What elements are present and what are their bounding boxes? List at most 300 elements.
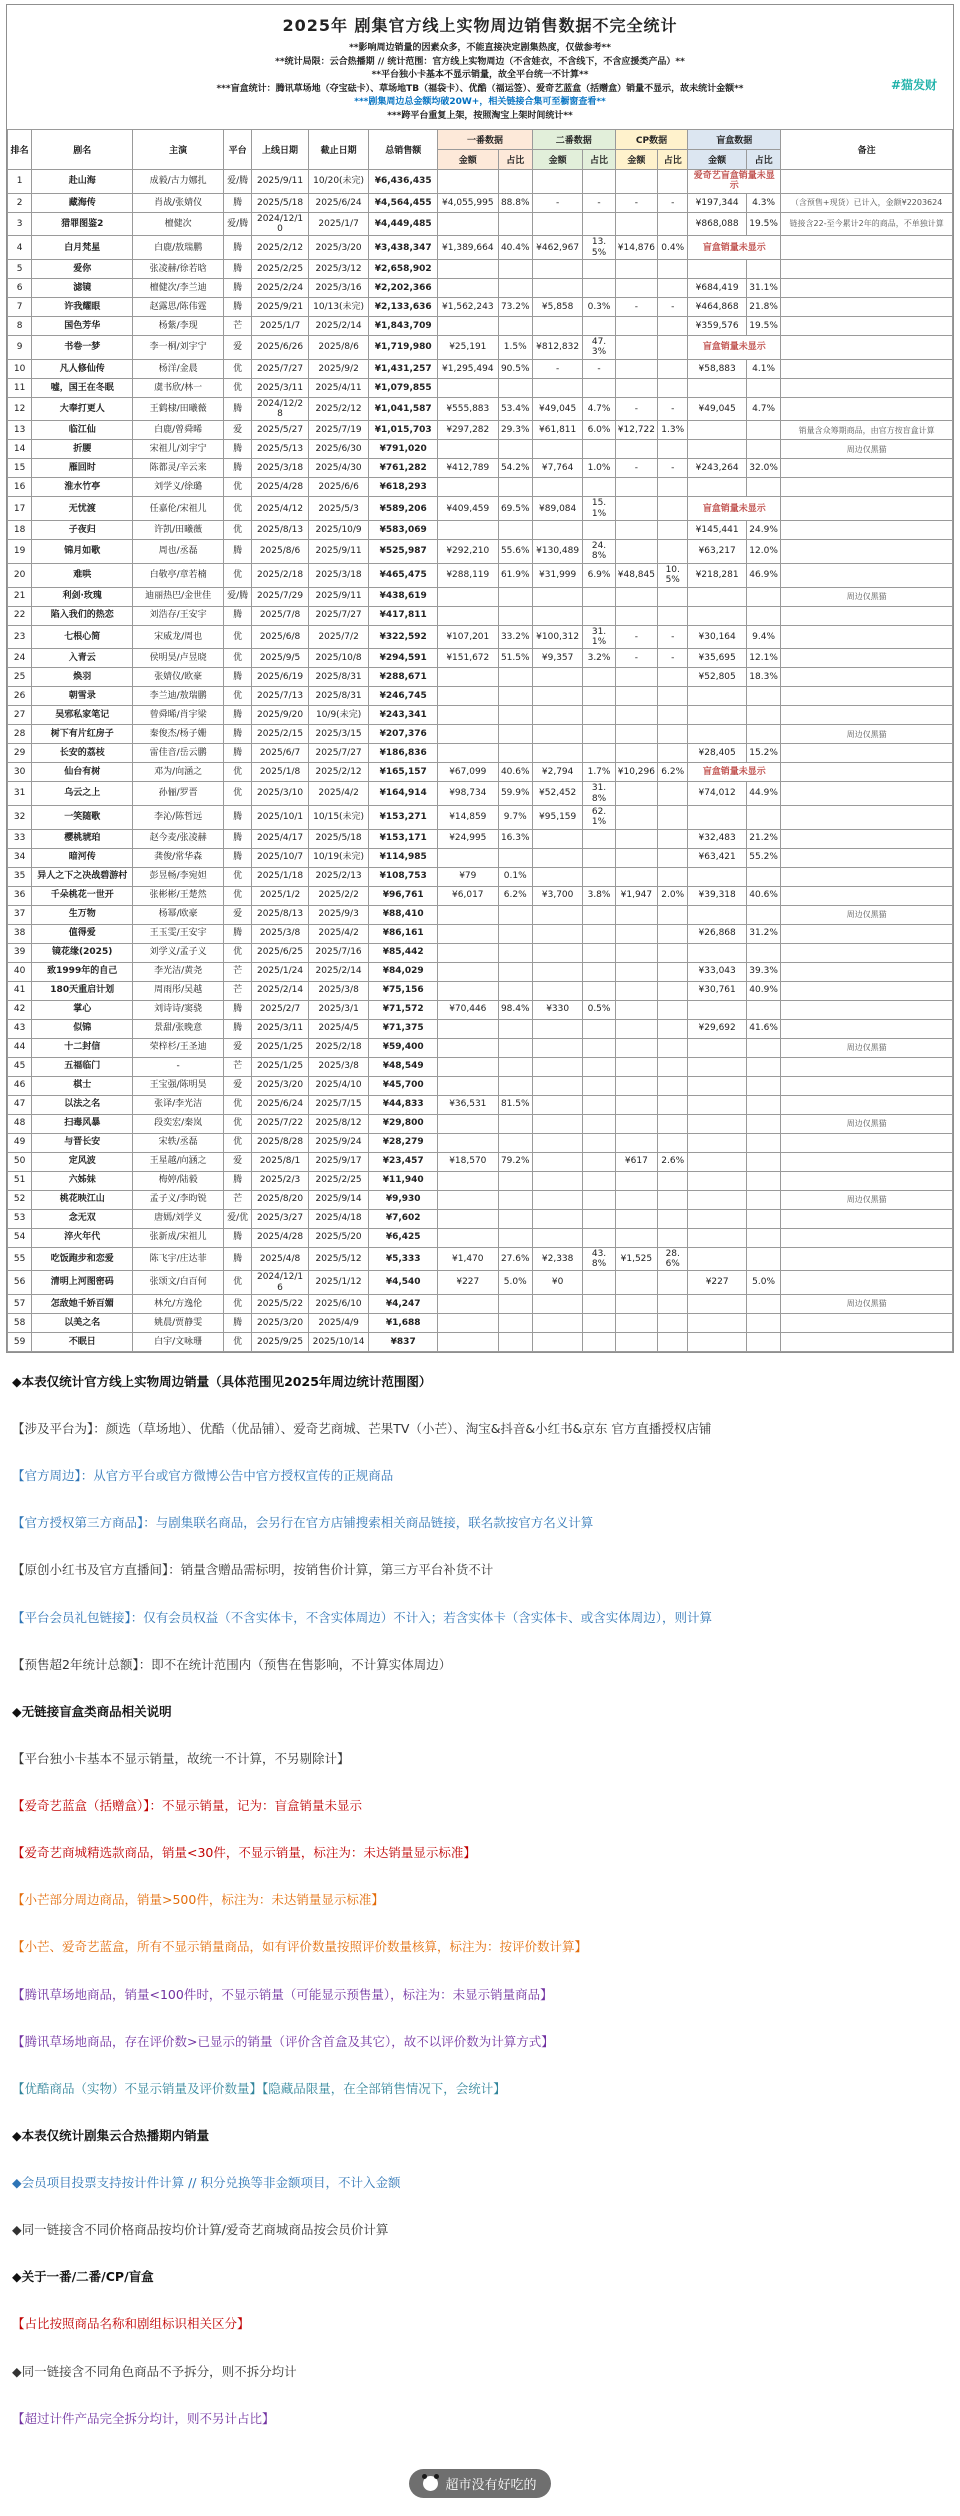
cell-end-date: 2025/3/20 [308,236,369,260]
cell-total-sales: ¥48,549 [369,1057,438,1076]
cell-cp-amount [615,829,657,848]
cell-blindbox-pct [746,706,780,725]
cell-blindbox-pct [746,1228,780,1247]
cell-remark [781,782,953,806]
cell-drama-title: 暗河传 [32,848,133,867]
cell-blindbox-amount: ¥26,868 [688,924,747,943]
cell-yiban-amount: ¥70,446 [438,1000,499,1019]
cell-end-date: 2025/2/14 [308,317,369,336]
cell-erban-pct: 3.2% [583,649,615,668]
cell-cp-amount: - [615,193,657,212]
cell-remark [781,397,953,421]
footnote-line: 【预售超2年统计总额】：即不在统计范围内（预售在售影响，不计算实体周边） [12,1656,452,1672]
cell-erban-pct [583,1038,615,1057]
cell-cp-pct: 1.3% [658,421,688,440]
cell-start-date: 2025/6/7 [252,744,309,763]
cell-drama-title: 值得爱 [32,924,133,943]
cell-blindbox-pct: 15.2% [746,744,780,763]
cell-blindbox-pct [746,478,780,497]
cell-start-date: 2024/12/10 [252,212,309,236]
cell-remark [781,170,953,194]
cell-yiban-pct: 27.6% [498,1247,532,1271]
cell-drama-title: 难哄 [32,563,133,587]
cell-blindbox-pct [746,1313,780,1332]
cell-yiban-pct [498,212,532,236]
note-lines [7,42,953,123]
cell-yiban-amount: ¥67,099 [438,763,499,782]
cell-total-sales: ¥6,436,435 [369,170,438,194]
cell-yiban-amount [438,744,499,763]
cell-blindbox-amount [688,1038,747,1057]
cell-rank: 42 [8,1000,32,1019]
cell-rank: 43 [8,1019,32,1038]
cell-cp-pct [658,1133,688,1152]
cell-cast: 周也/丞磊 [133,540,224,564]
cell-blindbox-amount: ¥63,421 [688,848,747,867]
cell-total-sales: ¥23,457 [369,1152,438,1171]
cell-erban-pct [583,1228,615,1247]
cell-platform: 腾 [224,1313,252,1332]
cell-erban-amount: ¥61,811 [532,421,582,440]
cell-drama-title: 一笑随歌 [32,805,133,829]
cell-drama-title: 异人之下之决战碧游村 [32,867,133,886]
cell-remark [781,649,953,668]
cell-start-date: 2025/7/22 [252,1114,309,1133]
cell-platform: 优 [224,1332,252,1351]
cell-cp-pct [658,848,688,867]
cell-cast: 孙俪/罗晋 [133,782,224,806]
cell-erban-pct [583,905,615,924]
cell-blindbox-pct [746,606,780,625]
cell-remark [781,260,953,279]
cell-yiban-amount [438,260,499,279]
cell-total-sales: ¥294,591 [369,649,438,668]
cell-rank: 26 [8,687,32,706]
cell-total-sales: ¥837 [369,1332,438,1351]
cell-erban-pct: 24.8% [583,540,615,564]
cell-erban-amount [532,378,582,397]
cell-yiban-amount [438,706,499,725]
cell-blindbox-pct [746,1057,780,1076]
cell-platform: 腾 [224,744,252,763]
cell-yiban-pct [498,378,532,397]
cell-start-date: 2025/7/29 [252,587,309,606]
cell-platform: 爱 [224,1152,252,1171]
cell-blindbox-amount [688,478,747,497]
cell-erban-amount [532,478,582,497]
cell-total-sales: ¥28,279 [369,1133,438,1152]
cell-yiban-pct: 9.7% [498,805,532,829]
note-line: **平台独小卡基本不显示销量，故全平台统一不计算** [371,70,589,80]
cell-platform: 优 [224,943,252,962]
cell-end-date: 2025/9/3 [308,905,369,924]
cell-blindbox-pct [746,867,780,886]
header-group-cp: CP数据 [615,130,688,150]
topic-hashtag[interactable]: #猫发财 [890,78,937,92]
cell-drama-title: 白月梵星 [32,236,133,260]
cell-erban-pct [583,606,615,625]
cell-erban-amount [532,848,582,867]
cell-yiban-pct [498,1038,532,1057]
table-row [8,763,953,782]
cell-remark [781,886,953,905]
cell-rank: 14 [8,440,32,459]
table-row [8,649,953,668]
table-row [8,1019,953,1038]
cell-yiban-pct: 16.3% [498,829,532,848]
cell-yiban-pct [498,521,532,540]
cell-blindbox-amount [688,1209,747,1228]
cell-erban-amount [532,867,582,886]
table-row [8,279,953,298]
cell-start-date: 2025/2/25 [252,260,309,279]
watermark-text: 超市没有好吃的 [445,2477,537,2493]
cell-blindbox-pct [746,1000,780,1019]
cell-drama-title: 大奉打更人 [32,397,133,421]
cell-yiban-pct [498,905,532,924]
cell-platform: 优 [224,625,252,649]
cell-rank: 30 [8,763,32,782]
cell-remark [781,867,953,886]
cell-rank: 49 [8,1133,32,1152]
cell-cp-pct [658,744,688,763]
cell-cp-pct [658,359,688,378]
footnote-line: 【小芒、爱奇艺蓝盒，所有不显示销量商品，如有评价数量按照评价数量核算，标注为：按评价数计算】 [12,1939,588,1955]
cell-end-date: 2025/2/12 [308,397,369,421]
cell-erban-pct: 31.8% [583,782,615,806]
cell-blindbox-amount: ¥243,264 [688,459,747,478]
cell-erban-amount: ¥49,045 [532,397,582,421]
cell-yiban-amount [438,1114,499,1133]
cell-blindbox-amount [688,1000,747,1019]
cell-erban-pct [583,867,615,886]
cell-start-date: 2025/1/24 [252,962,309,981]
table-row [8,1114,953,1133]
cell-end-date: 2025/6/30 [308,440,369,459]
cell-drama-title: 仙台有树 [32,763,133,782]
table-row [8,497,953,521]
cell-blindbox-amount: ¥52,805 [688,668,747,687]
cell-start-date: 2025/6/25 [252,943,309,962]
cell-cp-amount: ¥12,722 [615,421,657,440]
cell-platform: 爱 [224,1076,252,1095]
cell-cast: 李一桐/刘宇宁 [133,336,224,360]
cell-end-date: 2025/7/2 [308,625,369,649]
cell-cp-pct [658,260,688,279]
table-row [8,744,953,763]
cell-remark [781,336,953,360]
cell-drama-title: 折腰 [32,440,133,459]
cell-total-sales: ¥5,333 [369,1247,438,1271]
cell-cp-pct [658,1000,688,1019]
cell-yiban-amount [438,1057,499,1076]
cell-yiban-amount [438,317,499,336]
cell-yiban-pct: 55.6% [498,540,532,564]
cell-total-sales: ¥243,341 [369,706,438,725]
cell-platform: 爱/腾 [224,170,252,194]
table-row [8,317,953,336]
cell-start-date: 2025/9/21 [252,298,309,317]
header-platform: 平台 [224,130,252,170]
cell-drama-title: 淮水竹亭 [32,478,133,497]
cell-erban-amount: - [532,193,582,212]
footnote-line: 【原创小红书及官方直播间】：销量含赠品需标明，按销售价计算，第三方平台补货不计 [12,1562,494,1578]
cell-erban-amount: ¥2,338 [532,1247,582,1271]
cell-platform: 优 [224,563,252,587]
cell-cast: 刘诗诗/窦骁 [133,1000,224,1019]
cell-rank: 27 [8,706,32,725]
cell-blindbox-pct [746,1171,780,1190]
cell-cp-pct [658,943,688,962]
cell-cp-pct [658,805,688,829]
cell-blindbox-amount: ¥30,164 [688,625,747,649]
cell-drama-title: 乌云之上 [32,782,133,806]
cell-cp-pct: - [658,625,688,649]
cell-erban-amount [532,1294,582,1313]
cell-platform: 芒 [224,1057,252,1076]
cell-total-sales: ¥29,800 [369,1114,438,1133]
cell-cp-pct [658,1114,688,1133]
cell-platform: 爱 [224,421,252,440]
cell-rank: 12 [8,397,32,421]
cell-remark [781,668,953,687]
cell-cast: 宋威龙/周也 [133,625,224,649]
cell-end-date: 2025/3/1 [308,1000,369,1019]
cell-cp-pct [658,1038,688,1057]
cell-erban-pct: 62.1% [583,805,615,829]
cell-blindbox-pct: 55.2% [746,848,780,867]
cell-erban-pct [583,981,615,1000]
cell-start-date: 2025/8/1 [252,1152,309,1171]
cell-end-date: 2025/5/12 [308,1247,369,1271]
cell-remark [781,1271,953,1295]
cell-erban-pct [583,1114,615,1133]
cell-erban-pct [583,943,615,962]
cell-total-sales: ¥417,811 [369,606,438,625]
cell-erban-amount [532,1038,582,1057]
cell-remark [781,1019,953,1038]
cell-erban-pct [583,279,615,298]
table-row [8,236,953,260]
cell-erban-amount: ¥3,700 [532,886,582,905]
cell-rank: 17 [8,497,32,521]
cell-total-sales: ¥761,282 [369,459,438,478]
cell-erban-amount [532,1019,582,1038]
cell-rank: 38 [8,924,32,943]
cell-cp-amount [615,943,657,962]
table-row [8,459,953,478]
cell-cp-amount [615,668,657,687]
table-row [8,1171,953,1190]
cell-end-date: 2025/4/30 [308,459,369,478]
header-title: 剧名 [32,130,133,170]
cell-remark [781,1313,953,1332]
cell-erban-pct: 4.7% [583,397,615,421]
cell-cast: 龚俊/常华森 [133,848,224,867]
cell-total-sales: ¥153,171 [369,829,438,848]
cell-platform: 爱/腾 [224,212,252,236]
cell-blindbox-pct: 4.3% [746,193,780,212]
cell-cast: 迪丽热巴/金世佳 [133,587,224,606]
cell-yiban-pct: 51.5% [498,649,532,668]
cell-rank: 35 [8,867,32,886]
cell-blindbox-amount [688,1228,747,1247]
cell-erban-amount: ¥812,832 [532,336,582,360]
cell-cp-pct [658,1095,688,1114]
cell-total-sales: ¥6,425 [369,1228,438,1247]
cell-cp-amount [615,540,657,564]
cell-remark [781,478,953,497]
cell-drama-title: 清明上河图密码 [32,1271,133,1295]
cell-erban-amount: ¥52,452 [532,782,582,806]
cell-blindbox-pct [746,440,780,459]
cell-platform: 腾 [224,193,252,212]
cell-total-sales: ¥3,438,347 [369,236,438,260]
cell-erban-pct [583,478,615,497]
cell-yiban-pct [498,260,532,279]
cell-rank: 37 [8,905,32,924]
cell-platform: 优 [224,687,252,706]
note-line: ***跨平台重复上架，按照淘宝上架时间统计** [387,110,573,121]
cell-blindbox-amount: ¥63,217 [688,540,747,564]
cell-rank: 28 [8,725,32,744]
cell-erban-pct: 13.5% [583,236,615,260]
cell-cast: 张彬彬/王楚然 [133,886,224,905]
cell-rank: 29 [8,744,32,763]
cell-cp-amount [615,1057,657,1076]
cell-yiban-amount [438,1332,499,1351]
cell-remark [781,1228,953,1247]
cell-cast: 王鹤棣/田曦薇 [133,397,224,421]
cell-blindbox-pct [746,1332,780,1351]
cell-start-date: 2025/3/18 [252,459,309,478]
table-row [8,886,953,905]
cell-total-sales: ¥1,843,709 [369,317,438,336]
cell-yiban-pct [498,725,532,744]
cell-yiban-amount: ¥79 [438,867,499,886]
cell-blindbox-pct [746,1133,780,1152]
cell-cp-amount [615,279,657,298]
cell-start-date: 2025/7/13 [252,687,309,706]
cell-remark: 周边仅黑猫 [781,1190,953,1209]
cell-total-sales: ¥1,719,980 [369,336,438,360]
cell-drama-title: 千朵桃花一世开 [32,886,133,905]
cell-total-sales: ¥11,940 [369,1171,438,1190]
cell-rank: 22 [8,606,32,625]
cell-cp-amount: ¥48,845 [615,563,657,587]
cell-cast: 孟子义/李昀锐 [133,1190,224,1209]
cell-remark: 周边仅黑猫 [781,1038,953,1057]
cell-erban-amount: ¥95,159 [532,805,582,829]
cell-end-date: 2025/4/5 [308,1019,369,1038]
cell-drama-title: 生万物 [32,905,133,924]
cell-yiban-amount [438,1313,499,1332]
cell-blindbox-pct [746,1190,780,1209]
footnote-line: 【优酷商品（实物）不显示销量及评价数量】【隐藏品限量，在全部销售情况下，会统计】 [12,2080,506,2096]
cell-yiban-amount [438,170,499,194]
cell-erban-pct [583,317,615,336]
cell-start-date: 2025/8/20 [252,1190,309,1209]
cell-yiban-pct: 53.4% [498,397,532,421]
cell-cast: 彭昱畅/李宛妲 [133,867,224,886]
cell-cast: 杨紫/李现 [133,317,224,336]
note-line: **影响周边销量的因素众多，不能直接决定剧集热度，仅做参考** [349,43,611,53]
cell-start-date: 2025/1/8 [252,763,309,782]
table-row [8,193,953,212]
cell-erban-amount [532,981,582,1000]
cell-erban-amount [532,317,582,336]
cell-remark [781,1076,953,1095]
cell-platform: 优 [224,782,252,806]
cell-erban-pct [583,1294,615,1313]
cell-drama-title: 赴山海 [32,170,133,194]
cell-end-date: 2025/3/15 [308,725,369,744]
cell-rank: 47 [8,1095,32,1114]
cell-yiban-amount: ¥409,459 [438,497,499,521]
header-cast: 主演 [133,130,224,170]
cell-erban-amount [532,1332,582,1351]
cell-total-sales: ¥207,376 [369,725,438,744]
cell-end-date: 2025/2/25 [308,1171,369,1190]
cell-cp-pct: 2.0% [658,886,688,905]
cell-yiban-amount: ¥36,531 [438,1095,499,1114]
cell-remark [781,706,953,725]
cell-yiban-amount [438,279,499,298]
sales-table-body [8,170,953,1352]
cell-start-date: 2025/5/22 [252,1294,309,1313]
cell-start-date: 2025/6/24 [252,1095,309,1114]
cell-erban-pct [583,378,615,397]
cell-erban-pct [583,1271,615,1295]
cell-blindbox-amount [688,587,747,606]
cell-cast: 刘浩存/王安宇 [133,606,224,625]
cell-platform: 爱/优 [224,1209,252,1228]
cell-drama-title: 许我耀眼 [32,298,133,317]
cell-platform: 爱 [224,336,252,360]
cell-total-sales: ¥153,271 [369,805,438,829]
cell-yiban-amount: ¥297,282 [438,421,499,440]
cell-end-date: 2025/3/18 [308,563,369,587]
cell-drama-title: 七根心简 [32,625,133,649]
cell-start-date: 2025/4/17 [252,829,309,848]
cell-total-sales: ¥4,564,455 [369,193,438,212]
table-row [8,943,953,962]
cell-total-sales: ¥7,602 [369,1209,438,1228]
footnote-line: 【官方周边】：从官方平台或官方微博公告中官方授权宣传的正规商品 [12,1468,394,1484]
cell-platform: 腾 [224,260,252,279]
cell-drama-title: 淬火年代 [32,1228,133,1247]
cell-total-sales: ¥164,914 [369,782,438,806]
cell-cp-pct [658,1171,688,1190]
cell-cp-amount: - [615,625,657,649]
cell-rank: 51 [8,1171,32,1190]
cell-yiban-amount: ¥292,210 [438,540,499,564]
cell-cp-amount [615,687,657,706]
cell-blindbox-amount: ¥33,043 [688,962,747,981]
cell-blindbox-pct [746,725,780,744]
cell-cast: 杨幂/欧豪 [133,905,224,924]
cell-blindbox-amount: ¥197,344 [688,193,747,212]
cell-blindbox-pct: 21.8% [746,298,780,317]
cell-remark [781,317,953,336]
cell-cp-amount [615,1171,657,1190]
cell-erban-pct: 3.8% [583,886,615,905]
cell-cp-pct [658,1271,688,1295]
cell-cast: 张译/李光洁 [133,1095,224,1114]
cell-yiban-amount: ¥98,734 [438,782,499,806]
cell-end-date: 2025/8/31 [308,668,369,687]
cell-erban-amount [532,1171,582,1190]
